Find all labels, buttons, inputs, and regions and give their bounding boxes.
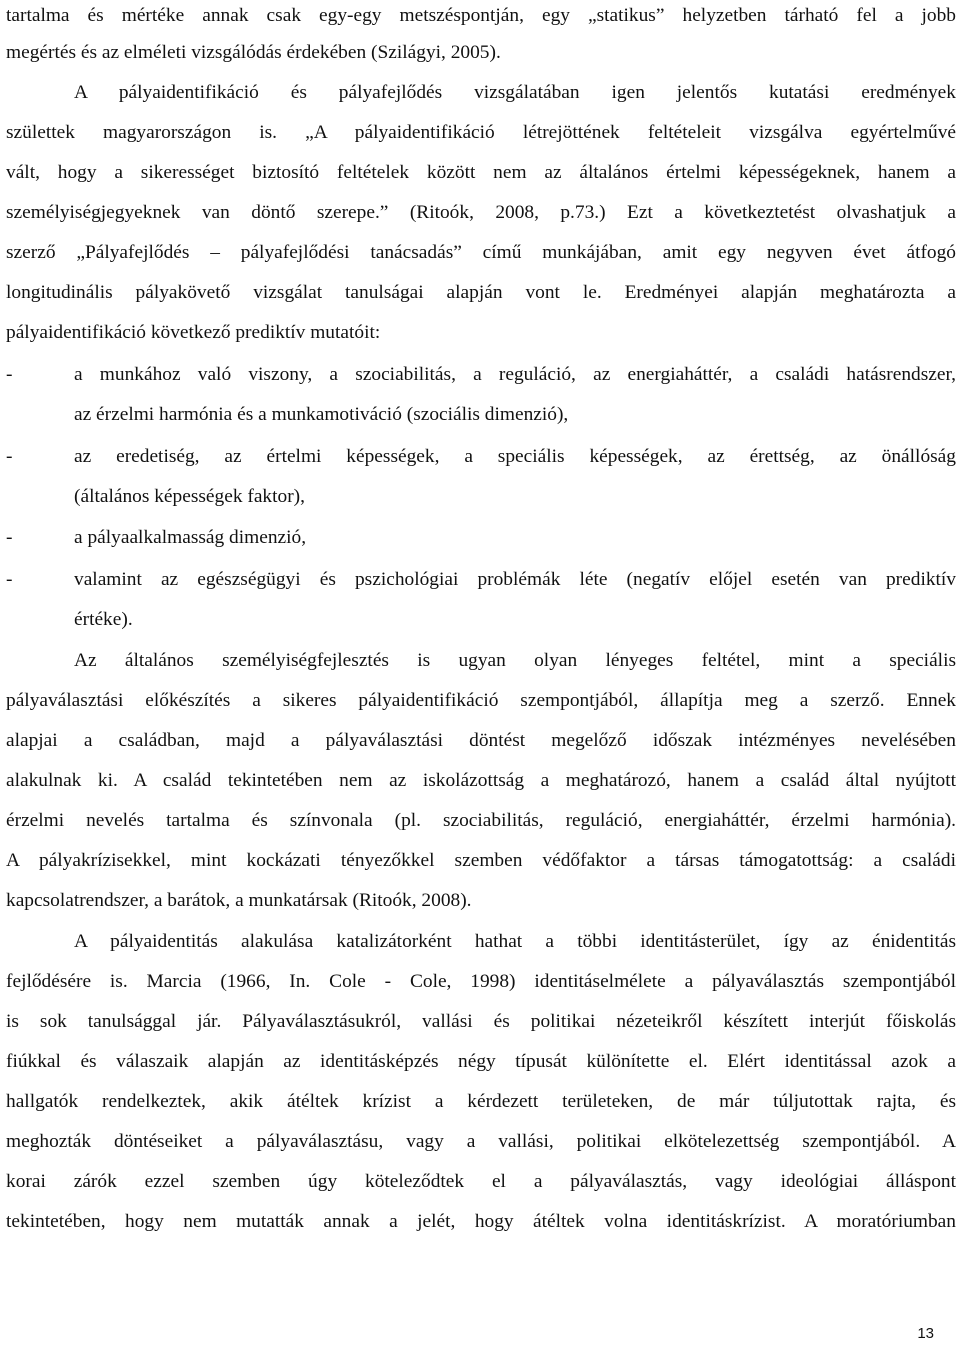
text-line: kapcsolatrendszer, a barátok, a munkatársak (Ritoók, 2008). — [6, 890, 472, 911]
list-item-line: az érzelmi harmónia és a munkamotiváció (szociális dimenzió), — [74, 404, 569, 425]
list-item-line: valamint az egészségügyi és pszichológiai problémák léte (negatív előjel esetén van prediktív — [74, 569, 956, 590]
bullet-marker: - — [6, 364, 13, 385]
list-item-line: a munkához való viszony, a szociabilitás, a reguláció, az energiaháttér, a családi hatásrendszer, — [74, 364, 956, 385]
text-line: fejlődésére is. Marcia (1966, In. Cole - Cole, 1998) identitáselmélete a pályaválasztás szempontjából — [6, 971, 956, 992]
text-line: tartalma és mértéke annak csak egy-egy metszéspontján, egy „statikus” helyzetben tárható fel a jobb — [6, 5, 956, 26]
text-line: alapjai a családban, majd a pályaválasztási döntést megelőző időszak intézményes nevelésében — [6, 730, 956, 751]
text-line: tekintetében, hogy nem mutatták annak a jelét, hogy átéltek volna identitáskrízist. A moratóriumban — [6, 1211, 956, 1232]
list-item-line: értéke). — [74, 609, 133, 630]
text-line: A pályakrízisekkel, mint kockázati tényezőkkel szemben védőfaktor a társas támogatottság: a családi — [6, 850, 956, 871]
text-line: A pályaidentifikáció és pályafejlődés vizsgálatában igen jelentős kutatási eredmények — [74, 82, 956, 103]
text-line: érzelmi nevelés tartalma és színvonala (pl. szociabilitás, reguláció, energiaháttér, érzelmi harmónia). — [6, 810, 956, 831]
bullet-marker: - — [6, 446, 13, 467]
list-item-line: az eredetiség, az értelmi képességek, a speciális képességek, az érettség, az önállóság — [74, 446, 956, 467]
page-number: 13 — [917, 1325, 934, 1342]
text-line: meghozták döntéseiket a pályaválasztásu, vagy a vallási, politikai elkötelezettség szempontjából. A — [6, 1131, 956, 1152]
text-line: személyiségjegyeknek van döntő szerepe.” (Ritoók, 2008, p.73.) Ezt a következtetést olvashatjuk a — [6, 202, 956, 223]
text-line: Az általános személyiségfejlesztés is ugyan olyan lényeges feltétel, mint a speciális — [74, 650, 956, 671]
text-line: korai zárók ezzel szemben úgy köteleződtek el a pályaválasztás, vagy ideológiai álláspont — [6, 1171, 956, 1192]
list-item-line: a pályaalkalmasság dimenzió, — [74, 527, 307, 548]
text-line: A pályaidentitás alakulása katalizátorként hathat a többi identitásterület, így az énidentitás — [74, 931, 956, 952]
bullet-marker: - — [6, 569, 13, 590]
text-line: hallgatók rendelkeztek, akik átéltek krízist a kérdezett területeken, de már túljutottak rajta, és — [6, 1091, 956, 1112]
text-line: fiúkkal és válaszaik alapján az identitásképzés négy típusát különítette el. Elért identitással azok a — [6, 1051, 956, 1072]
text-line: is sok tanulsággal jár. Pályaválasztásukról, vallási és politikai nézeteikről készített interjút főiskolás — [6, 1011, 956, 1032]
text-line: pályaidentifikáció következő prediktív mutatóit: — [6, 322, 381, 343]
text-line: vált, hogy a sikerességet biztosító feltételek között nem az általános értelmi képességeknek, hanem a — [6, 162, 956, 183]
text-line: pályaválasztási előkészítés a sikeres pályaidentifikáció szempontjából, állapítja meg a szerző. Ennek — [6, 690, 956, 711]
text-line: szerző „Pályafejlődés – pályafejlődési tanácsadás” című munkájában, amit egy negyven évet átfogó — [6, 242, 956, 263]
text-line: születtek magyarországon is. „A pályaidentifikáció létrejöttének feltételeit vizsgálva egyértelművé — [6, 122, 956, 143]
text-line: longitudinális pályakövető vizsgálat tanulságai alapján vont le. Eredményei alapján meghatározta a — [6, 282, 956, 303]
list-item-line: (általános képességek faktor), — [74, 486, 305, 507]
bullet-marker: - — [6, 527, 13, 548]
text-line: megértés és az elméleti vizsgálódás érdekében (Szilágyi, 2005). — [6, 42, 501, 63]
text-line: alakulnak ki. A család tekintetében nem az iskolázottság a meghatározó, hanem a család által nyújtott — [6, 770, 956, 791]
